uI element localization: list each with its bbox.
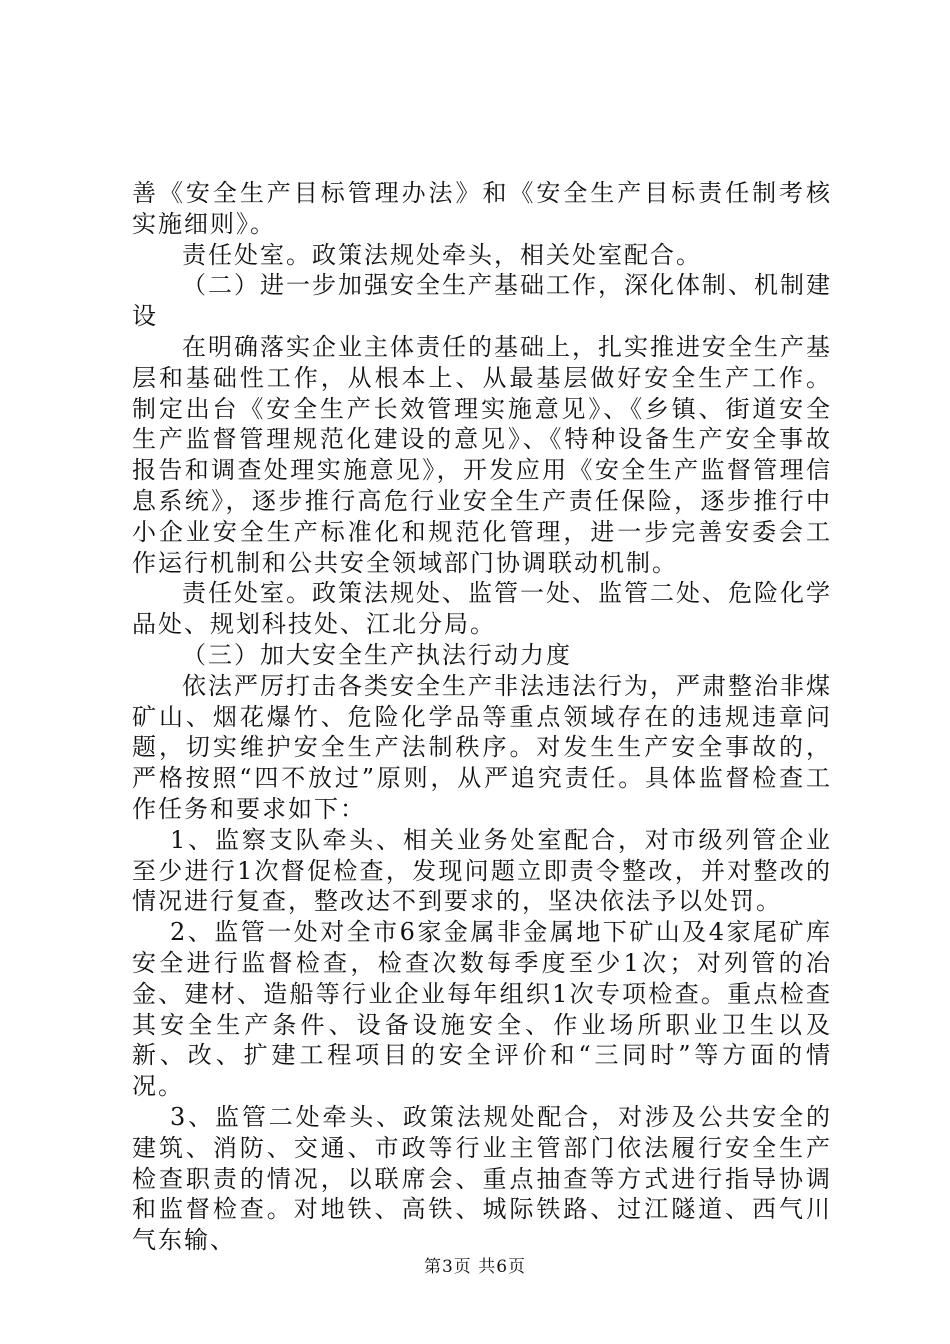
paragraph-enforcement: 依法严厉打击各类安全生产非法违法行为，严肃整治非煤矿山、烟花爆竹、危险化学品等重点领域存在的违规违章问题，切实维护安全生产法制秩序。对发生生产安全事故的，严格按照“四不放过”原则，从严追究责任。具体监督检查工作任务和要求如下： xyxy=(132,671,832,823)
list-item-1: 1、监察支队牵头、相关业务处室配合，对市级列管企业至少进行1次督促检查，发现问题立即责令整改，并对整改的情况进行复查，整改达不到要求的，坚决依法予以处罚。 xyxy=(132,825,832,916)
paragraph-responsible-office-1: 责任处室。政策法规处牵头，相关处室配合。 xyxy=(182,240,702,269)
document-body xyxy=(132,178,832,1256)
list-item-2: 2、监管一处对全市6家金属非金属地下矿山及4家尾矿库安全进行监督检查，检查次数每季度至少1次；对列管的冶金、建材、造船等行业企业每年组织1次专项检查。重点检查其安全生产条件、设备设施安全、作业场所职业卫生以及新、改、扩建工程项目的安全评价和“三同时”等方面的情况。 xyxy=(132,918,832,1101)
paragraph-continuation: 善《安全生产目标管理办法》和《安全生产目标责任制考核实施细则》。 xyxy=(132,179,832,238)
page-footer: 第3页 共6页 xyxy=(423,1257,527,1277)
list-item-3: 3、监管二处牵头、政策法规处配合，对涉及公共安全的建筑、消防、交通、市政等行业主管部门依法履行安全生产检查职责的情况，以联席会、重点抽查等方式进行指导协调和监督检查。对地铁、高铁、城际铁路、过江隧道、西气川气东输、 xyxy=(132,1102,832,1255)
paragraph-foundation-work: 在明确落实企业主体责任的基础上，扎实推进安全生产基层和基础性工作，从根本上、从最基层做好安全生产工作。制定出台《安全生产长效管理实施意见》、《乡镇、街道安全生产监督管理规范化建设的意见》、《特种设备生产安全事故报告和调查处理实施意见》，开发应用《安全生产监督管理信息系统》，逐步推行高危行业安全生产责任保险，逐步推行中小企业安全生产标准化和规范化管理，进一步完善安委会工作运行机制和公共安全领域部门协调联动机制。 xyxy=(132,332,832,577)
paragraph-responsible-office-2: 责任处室。政策法规处、监管一处、监管二处、危险化学品处、规划科技处、江北分局。 xyxy=(132,579,832,639)
section-heading-2: （二）进一步加强安全生产基础工作，深化体制、机制建设 xyxy=(132,271,832,331)
section-heading-3: （三）加大安全生产执法行动力度 xyxy=(182,640,572,669)
